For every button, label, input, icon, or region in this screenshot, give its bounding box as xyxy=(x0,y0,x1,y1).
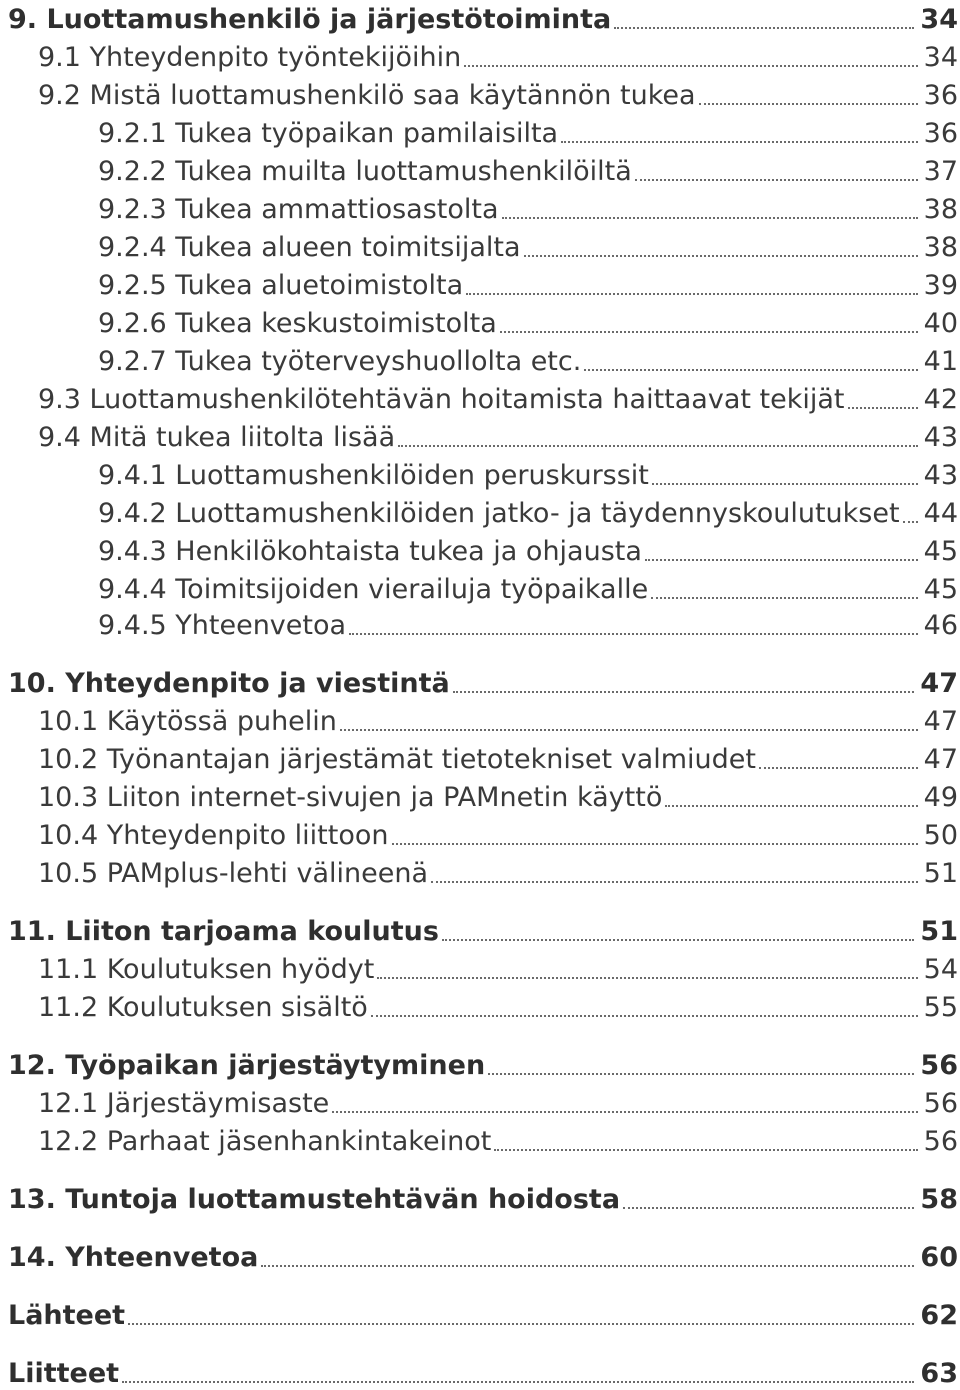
toc-entry[interactable] xyxy=(0,988,958,1024)
dot-leader xyxy=(561,141,918,143)
toc-entry-page-number: 55 xyxy=(923,992,958,1023)
toc-entry-title: 11.2 Koulutuksen sisältö xyxy=(38,992,368,1023)
toc-entry-title: 13. Tuntoja luottamustehtävän hoidosta xyxy=(8,1184,621,1215)
toc-entry-page-number: 44 xyxy=(923,498,958,529)
toc-entry[interactable] xyxy=(0,190,958,226)
toc-entry[interactable] xyxy=(0,38,958,74)
dot-leader xyxy=(584,369,917,371)
toc-entry-page-number: 56 xyxy=(923,1088,958,1119)
toc-entry[interactable] xyxy=(0,228,958,264)
toc-entry-title: 12.1 Järjestäymisaste xyxy=(38,1088,330,1119)
toc-entry[interactable] xyxy=(0,740,958,776)
toc-entry-title: 9.4.1 Luottamushenkilöiden peruskurssit xyxy=(98,460,649,491)
toc-entry-page-number: 34 xyxy=(923,42,958,73)
toc-entry-title: Lähteet xyxy=(8,1300,126,1331)
toc-entry-page-number: 47 xyxy=(920,668,958,699)
toc-entry-title: 9.2.3 Tukea ammattiosastolta xyxy=(98,194,499,225)
dot-leader xyxy=(122,1381,914,1383)
toc-entry-title: 9.4.5 Yhteenvetoa xyxy=(98,610,347,641)
toc-entry-page-number: 47 xyxy=(923,706,958,737)
toc-entry-title: 9.2.5 Tukea aluetoimistolta xyxy=(98,270,464,301)
dot-leader xyxy=(759,767,918,769)
dot-leader xyxy=(488,1073,914,1075)
toc-entry[interactable] xyxy=(0,1046,958,1082)
toc-entry-title: 9. Luottamushenkilö ja järjestötoiminta xyxy=(8,4,612,35)
toc-entry-page-number: 39 xyxy=(923,270,958,301)
toc-entry[interactable] xyxy=(0,1122,958,1158)
toc-entry-title: 9.2 Mistä luottamushenkilö saa käytännön tukea xyxy=(38,80,696,111)
toc-entry-page-number: 45 xyxy=(923,574,958,605)
toc-entry-page-number: 54 xyxy=(923,954,958,985)
toc-entry-title: 9.4.2 Luottamushenkilöiden jatko- ja täydennyskoulutukset xyxy=(98,498,900,529)
dot-leader xyxy=(261,1265,914,1267)
dot-leader xyxy=(340,729,918,731)
toc-entry-page-number: 46 xyxy=(923,610,958,641)
toc-entry[interactable] xyxy=(0,0,958,36)
toc-entry[interactable] xyxy=(0,702,958,738)
toc-entry[interactable] xyxy=(0,456,958,492)
toc-entry[interactable] xyxy=(0,152,958,188)
toc-entry-title: 9.2.6 Tukea keskustoimistolta xyxy=(98,308,497,339)
toc-entry-title: 9.1 Yhteydenpito työntekijöihin xyxy=(38,42,462,73)
toc-entry[interactable] xyxy=(0,380,958,416)
toc-entry[interactable] xyxy=(0,1296,958,1332)
toc-entry-title: Liitteet xyxy=(8,1358,120,1389)
toc-entry-page-number: 41 xyxy=(923,346,958,377)
dot-leader xyxy=(699,103,918,105)
toc-entry[interactable] xyxy=(0,114,958,150)
dot-leader xyxy=(349,633,918,635)
dot-leader xyxy=(442,939,915,941)
dot-leader xyxy=(848,407,918,409)
toc-entry[interactable] xyxy=(0,76,958,112)
toc-entry[interactable] xyxy=(0,912,958,948)
toc-entry[interactable] xyxy=(0,342,958,378)
dot-leader xyxy=(614,27,914,29)
toc-entry-title: 10.3 Liiton internet-sivujen ja PAMnetin käyttö xyxy=(38,782,663,813)
toc-entry[interactable] xyxy=(0,1354,958,1390)
toc-entry[interactable] xyxy=(0,816,958,852)
toc-entry-title: 9.2.7 Tukea työterveyshuollolta etc. xyxy=(98,346,582,377)
toc-entry[interactable] xyxy=(0,304,958,340)
dot-leader xyxy=(651,597,917,599)
toc-entry-page-number: 38 xyxy=(923,194,958,225)
dot-leader xyxy=(524,255,918,257)
toc-entry-title: 10.2 Työnantajan järjestämät tietotekniset valmiudet xyxy=(38,744,756,775)
toc-entry-page-number: 34 xyxy=(920,4,958,35)
toc-entry-title: 9.2.2 Tukea muilta luottamushenkilöiltä xyxy=(98,156,632,187)
toc-entry[interactable] xyxy=(0,1238,958,1274)
dot-leader xyxy=(903,521,918,523)
toc-entry-page-number: 47 xyxy=(923,744,958,775)
toc-entry[interactable] xyxy=(0,570,958,606)
toc-entry[interactable] xyxy=(0,418,958,454)
toc-entry-title: 9.2.1 Tukea työpaikan pamilaisilta xyxy=(98,118,559,149)
toc-entry-page-number: 60 xyxy=(920,1242,958,1273)
toc-entry[interactable] xyxy=(0,950,958,986)
toc-entry-page-number: 42 xyxy=(923,384,958,415)
toc-entry[interactable] xyxy=(0,266,958,302)
dot-leader xyxy=(392,843,918,845)
toc-entry-page-number: 45 xyxy=(923,536,958,567)
toc-entry-page-number: 40 xyxy=(923,308,958,339)
dot-leader xyxy=(128,1323,914,1325)
toc-entry-page-number: 51 xyxy=(923,858,958,889)
dot-leader xyxy=(502,217,918,219)
toc-entry-title: 12.2 Parhaat jäsenhankintakeinot xyxy=(38,1126,492,1157)
toc-entry-title: 11. Liiton tarjoama koulutus xyxy=(8,916,439,947)
toc-entry-page-number: 37 xyxy=(923,156,958,187)
toc-entry-page-number: 43 xyxy=(923,460,958,491)
dot-leader xyxy=(371,1015,918,1017)
toc-entry[interactable] xyxy=(0,664,958,700)
toc-entry-title: 10. Yhteydenpito ja viestintä xyxy=(8,668,450,699)
toc-entry-title: 9.3 Luottamushenkilötehtävän hoitamista haittaavat tekijät xyxy=(38,384,845,415)
toc-entry-page-number: 56 xyxy=(920,1050,958,1081)
toc-entry-page-number: 50 xyxy=(923,820,958,851)
toc-entry-title: 10.1 Käytössä puhelin xyxy=(38,706,337,737)
toc-entry-page-number: 38 xyxy=(923,232,958,263)
toc-entry[interactable] xyxy=(0,606,958,642)
toc-entry[interactable] xyxy=(0,532,958,568)
toc-entry-page-number: 63 xyxy=(920,1358,958,1389)
dot-leader xyxy=(398,445,918,447)
toc-entry-page-number: 36 xyxy=(923,80,958,111)
toc-entry-page-number: 51 xyxy=(920,916,958,947)
toc-entry-page-number: 58 xyxy=(920,1184,958,1215)
toc-entry-page-number: 36 xyxy=(923,118,958,149)
dot-leader xyxy=(645,559,918,561)
toc-entry-title: 12. Työpaikan järjestäytyminen xyxy=(8,1050,486,1081)
dot-leader xyxy=(494,1149,917,1151)
dot-leader xyxy=(464,65,917,67)
toc-entry[interactable] xyxy=(0,1084,958,1120)
dot-leader xyxy=(466,293,917,295)
toc-entry-title: 14. Yhteenvetoa xyxy=(8,1242,259,1273)
dot-leader xyxy=(377,977,917,979)
toc-entry-page-number: 62 xyxy=(920,1300,958,1331)
dot-leader xyxy=(652,483,918,485)
dot-leader xyxy=(665,805,917,807)
dot-leader xyxy=(453,691,915,693)
toc-entry[interactable] xyxy=(0,778,958,814)
toc-entry[interactable] xyxy=(0,494,958,530)
toc-entry-page-number: 56 xyxy=(923,1126,958,1157)
dot-leader xyxy=(431,881,918,883)
toc-entry[interactable] xyxy=(0,854,958,890)
dot-leader xyxy=(500,331,918,333)
toc-entry[interactable] xyxy=(0,1180,958,1216)
toc-entry-page-number: 43 xyxy=(923,422,958,453)
toc-entry-title: 9.4 Mitä tukea liitolta lisää xyxy=(38,422,396,453)
toc-entry-title: 9.4.3 Henkilökohtaista tukea ja ohjausta xyxy=(98,536,642,567)
dot-leader xyxy=(332,1111,917,1113)
dot-leader xyxy=(635,179,918,181)
toc-entry-title: 11.1 Koulutuksen hyödyt xyxy=(38,954,375,985)
dot-leader xyxy=(623,1207,914,1209)
toc-entry-title: 10.4 Yhteydenpito liittoon xyxy=(38,820,389,851)
toc-entry-page-number: 49 xyxy=(923,782,958,813)
toc-entry-title: 9.4.4 Toimitsijoiden vierailuja työpaikalle xyxy=(98,574,649,605)
toc-entry-title: 10.5 PAMplus-lehti välineenä xyxy=(38,858,428,889)
toc-entry-title: 9.2.4 Tukea alueen toimitsijalta xyxy=(98,232,521,263)
